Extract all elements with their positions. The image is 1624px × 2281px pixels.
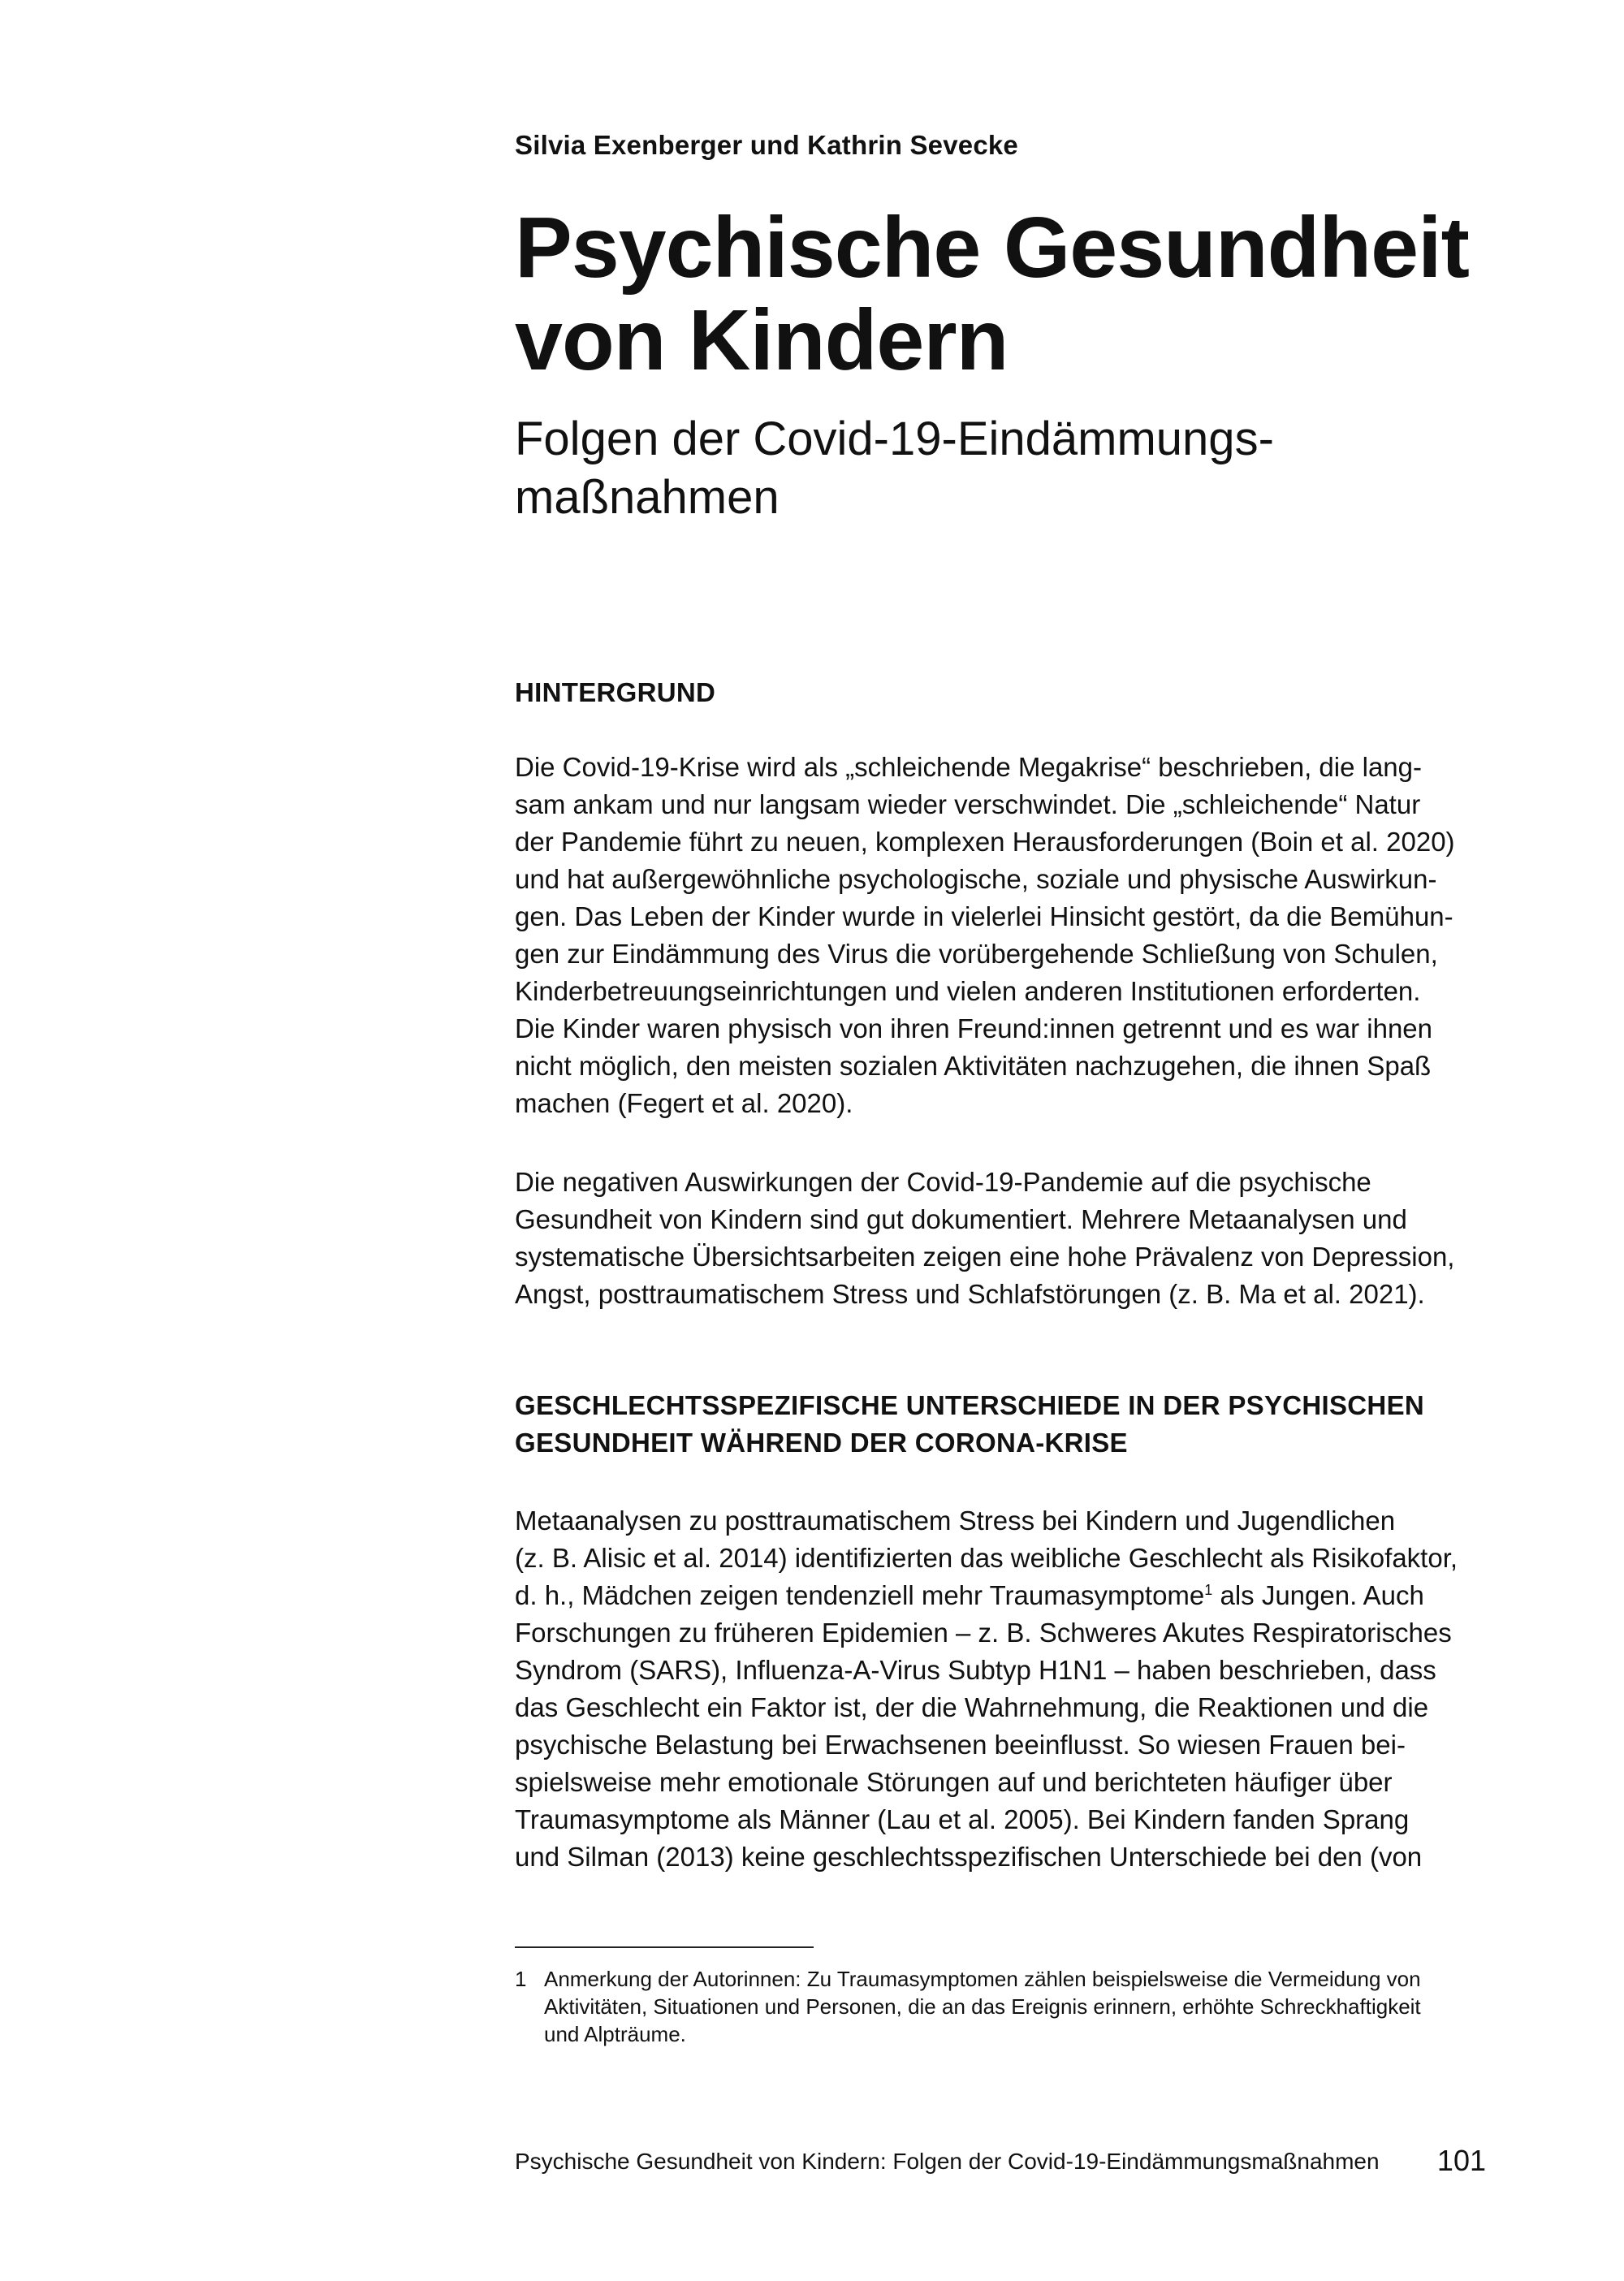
text-line: systematische Übersichtsarbeiten zeigen eine hohe Prävalenz von Depression, [515, 1242, 1455, 1272]
footnote-divider [515, 1946, 814, 1948]
running-footer-title: Psychische Gesundheit von Kindern: Folgen der Covid-19-Eindämmungsmaßnahmen [515, 2149, 1380, 2174]
title-line: Psychische Gesundheit [515, 200, 1469, 296]
section-heading-hintergrund [515, 674, 1489, 711]
text-line: sam ankam und nur langsam wieder verschwindet. Die „schleichende“ Natur [515, 789, 1421, 819]
heading-line: HINTERGRUND [515, 677, 716, 707]
text-line: und hat außergewöhnliche psychologische, soziale und physische Auswirkun- [515, 864, 1437, 894]
footnote-line: Aktivitäten, Situationen und Personen, die an das Ereignis erinnern, erhöhte Schreckhaftigkeit [544, 1994, 1421, 2019]
subtitle-line: Folgen der Covid-19-Eindämmungs- [515, 413, 1274, 465]
text-line: spielsweise mehr emotionale Störungen auf und berichteten häufiger über [515, 1767, 1393, 1797]
text-segment: als Jungen. Auch [1212, 1580, 1424, 1610]
text-line: das Geschlecht ein Faktor ist, der die Wahrnehmung, die Reaktionen und die [515, 1692, 1429, 1722]
text-line: Traumasymptome als Männer (Lau et al. 2005). Bei Kindern fanden Sprang [515, 1804, 1410, 1834]
footnote-line: Anmerkung der Autorinnen: Zu Traumasymptomen zählen beispielsweise die Vermeidung von [544, 1967, 1421, 1991]
footnote-text [544, 1965, 1421, 2048]
text-line: Syndrom (SARS), Influenza-A-Virus Subtyp H1N1 – haben beschrieben, dass [515, 1655, 1436, 1685]
footnote-number: 1 [515, 1967, 527, 1991]
subtitle [515, 410, 1489, 527]
page-number: 101 [1436, 2144, 1486, 2177]
paragraph [515, 1502, 1489, 1876]
paragraph [515, 749, 1489, 1122]
text-line: gen. Das Leben der Kinder wurde in vielerlei Hinsicht gestört, da die Bemühun- [515, 901, 1453, 931]
text-line: nicht möglich, den meisten sozialen Aktivitäten nachzugehen, die ihnen Spaß [515, 1051, 1432, 1081]
text-line: Metaanalysen zu posttraumatischem Stress bei Kindern und Jugendlichen [515, 1506, 1396, 1536]
authors: Silvia Exenberger und Kathrin Sevecke [515, 130, 1018, 160]
page-title [515, 201, 1489, 387]
section-heading-geschlechtsspezifische-unterschiede [515, 1387, 1489, 1462]
text-line: gen zur Eindämmung des Virus die vorübergehende Schließung von Schulen, [515, 939, 1438, 969]
text-line: Gesundheit von Kindern sind gut dokumentiert. Mehrere Metaanalysen und [515, 1204, 1407, 1234]
footnote [515, 1965, 1489, 2048]
paragraph [515, 1164, 1489, 1313]
text-segment: d. h., Mädchen zeigen tendenziell mehr Traumasymptome [515, 1580, 1205, 1610]
text-line: machen (Fegert et al. 2020). [515, 1088, 853, 1118]
subtitle-line: maßnahmen [515, 471, 780, 524]
text-line [515, 1577, 1489, 1614]
text-line: Die negativen Auswirkungen der Covid-19-Pandemie auf die psychische [515, 1167, 1371, 1197]
text-line: Die Covid-19-Krise wird als „schleichende Megakrise“ beschrieben, die lang- [515, 752, 1423, 782]
text-line: der Pandemie führt zu neuen, komplexen Herausforderungen (Boin et al. 2020) [515, 827, 1455, 857]
text-line: psychische Belastung bei Erwachsenen beeinflusst. So wiesen Frauen bei- [515, 1730, 1406, 1760]
text-line: Kinderbetreuungseinrichtungen und vielen anderen Institutionen erforderten. [515, 976, 1421, 1006]
text-line: Forschungen zu früheren Epidemien – z. B. Schweres Akutes Respiratorisches [515, 1618, 1452, 1648]
footnote-line: und Alpträume. [544, 2022, 686, 2046]
heading-line: GESCHLECHTSSPEZIFISCHE UNTERSCHIEDE IN DER PSYCHISCHEN [515, 1390, 1425, 1420]
text-line: Angst, posttraumatischem Stress und Schlafstörungen (z. B. Ma et al. 2021). [515, 1279, 1425, 1309]
text-line: (z. B. Alisic et al. 2014) identifizierten das weibliche Geschlecht als Risikofaktor, [515, 1543, 1458, 1573]
footnote-reference[interactable]: 1 [1204, 1582, 1213, 1598]
title-line: von Kindern [515, 292, 1009, 388]
heading-line: GESUNDHEIT WÄHREND DER CORONA-KRISE [515, 1428, 1128, 1458]
text-line: und Silman (2013) keine geschlechtsspezifischen Unterschiede bei den (von [515, 1842, 1423, 1872]
text-line: Die Kinder waren physisch von ihren Freund:innen getrennt und es war ihnen [515, 1013, 1433, 1043]
